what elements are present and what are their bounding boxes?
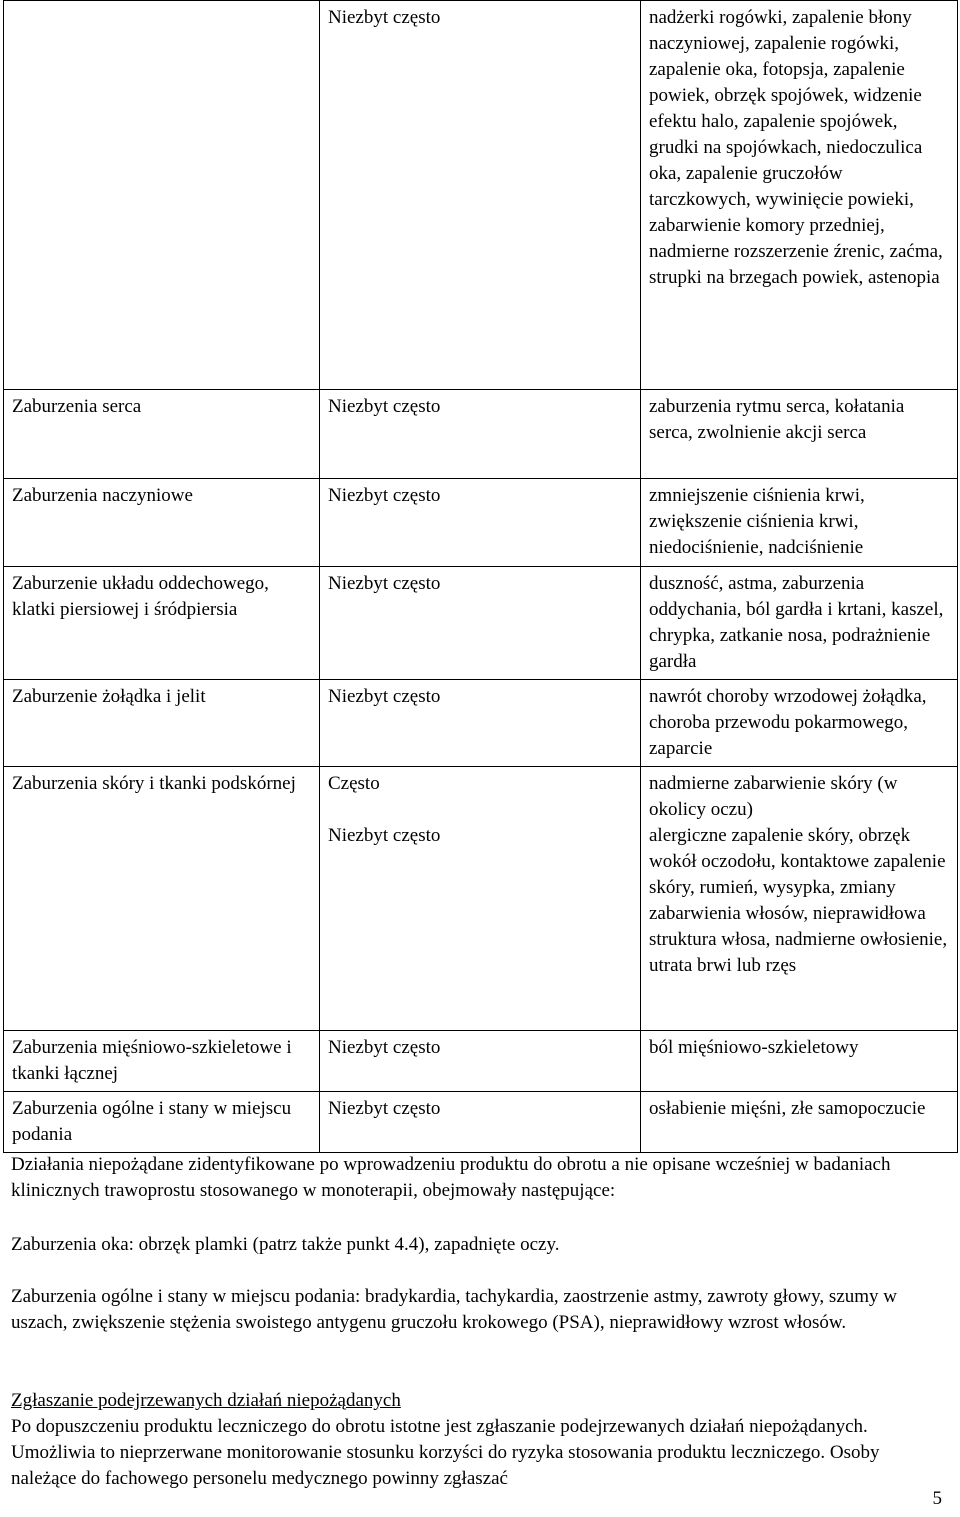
table-cell-category: Zaburzenia serca — [4, 390, 320, 479]
page-number: 5 — [932, 1488, 942, 1509]
postmarketing-intro: Działania niepożądane zidentyfikowane po wprowadzeniu produktu do obrotu a nie opisane wcześniej w badaniach klinicznych trawoprostu stosowanego w monoterapii, obejmowały następujące: — [11, 1154, 891, 1201]
table-row — [4, 479, 958, 567]
table-cell-effects: osłabienie mięśni, złe samopoczucie — [641, 1092, 958, 1153]
table-cell-frequency: Niezbyt często — [320, 479, 641, 567]
table-row — [4, 1, 958, 390]
table-cell-category: Zaburzenie żołądka i jelit — [4, 680, 320, 767]
table-cell-effects — [641, 767, 958, 1031]
table-cell-frequency: Niezbyt często — [320, 1031, 641, 1092]
table-cell-category — [4, 1, 320, 390]
general-disorders-paragraph: Zaburzenia ogólne i stany w miejscu podania: bradykardia, tachykardia, zaostrzenie astmy, zawroty głowy, szumy w uszach, zwiększenie stężenia swoistego antygenu gruczołu krokowego (PSA), nieprawidłowy wzrost włosów. — [11, 1286, 898, 1333]
table-cell-category: Zaburzenia mięśniowo-szkieletowe i tkanki łącznej — [4, 1031, 320, 1092]
table-row — [4, 1092, 958, 1153]
table-row — [4, 390, 958, 479]
table-row — [4, 767, 958, 1031]
frequency-entry: Często — [328, 773, 380, 794]
table-cell-category: Zaburzenia skóry i tkanki podskórnej — [4, 767, 320, 1031]
table-cell-frequency: Niezbyt często — [320, 1, 641, 390]
table-row — [4, 680, 958, 767]
effects-entry: alergiczne zapalenie skóry, obrzęk wokół oczodołu, kontaktowe zapalenie skóry, rumień, wysypka, zmiany zabarwienia włosów, nieprawidłowa struktura włosa, nadmierne owłosienie, utrata brwi lub rzęs — [649, 825, 948, 976]
table-cell-effects: ból mięśniowo-szkieletowy — [641, 1031, 958, 1092]
table-row — [4, 1031, 958, 1092]
table-cell-effects: duszność, astma, zaburzenia oddychania, ból gardła i krtani, kaszel, chrypka, zatkanie nosa, podrażnienie gardła — [641, 567, 958, 680]
table-cell-effects: nadżerki rogówki, zapalenie błony naczyniowej, zapalenie rogówki, zapalenie oka, fotopsja, zapalenie powiek, obrzęk spojówek, widzenie efektu halo, zapalenie spojówek, grudki na spojówkach, niedoczulica oka, zapalenie gruczołów tarczkowych, wywinięcie powieki, zabarwienie komory przedniej, nadmierne rozszerzenie źrenic, zaćma, strupki na brzegach powiek, astenopia — [641, 1, 958, 390]
adverse-reactions-table — [3, 0, 958, 1153]
table-row — [4, 567, 958, 680]
table-cell-frequency: Niezbyt często — [320, 390, 641, 479]
table-cell-frequency — [320, 767, 641, 1031]
reporting-body: Po dopuszczeniu produktu leczniczego do obrotu istotne jest zgłaszanie podejrzewanych działań niepożądanych. Umożliwia to nieprzerwane monitorowanie stosunku korzyści do ryzyka stosowania produktu leczniczego. Osoby należące do fachowego personelu medycznego powinny zgłaszać — [11, 1416, 880, 1489]
table-cell-frequency: Niezbyt często — [320, 567, 641, 680]
table-cell-effects: zmniejszenie ciśnienia krwi, zwiększenie ciśnienia krwi, niedociśnienie, nadciśnienie — [641, 479, 958, 567]
table-cell-frequency: Niezbyt często — [320, 680, 641, 767]
table-cell-effects: zaburzenia rytmu serca, kołatania serca, zwolnienie akcji serca — [641, 390, 958, 479]
reporting-heading: Zgłaszanie podejrzewanych działań niepożądanych — [11, 1390, 401, 1411]
table-cell-effects: nawrót choroby wrzodowej żołądka, choroba przewodu pokarmowego, zaparcie — [641, 680, 958, 767]
eye-disorders-paragraph: Zaburzenia oka: obrzęk plamki (patrz także punkt 4.4), zapadnięte oczy. — [11, 1234, 560, 1255]
effects-entry: nadmierne zabarwienie skóry (w okolicy oczu) — [649, 773, 898, 820]
table-cell-category: Zaburzenia ogólne i stany w miejscu podania — [4, 1092, 320, 1153]
table-cell-frequency: Niezbyt często — [320, 1092, 641, 1153]
frequency-entry: Niezbyt często — [328, 825, 441, 846]
table-cell-category: Zaburzenia naczyniowe — [4, 479, 320, 567]
table-cell-category: Zaburzenie układu oddechowego, klatki piersiowej i śródpiersia — [4, 567, 320, 680]
